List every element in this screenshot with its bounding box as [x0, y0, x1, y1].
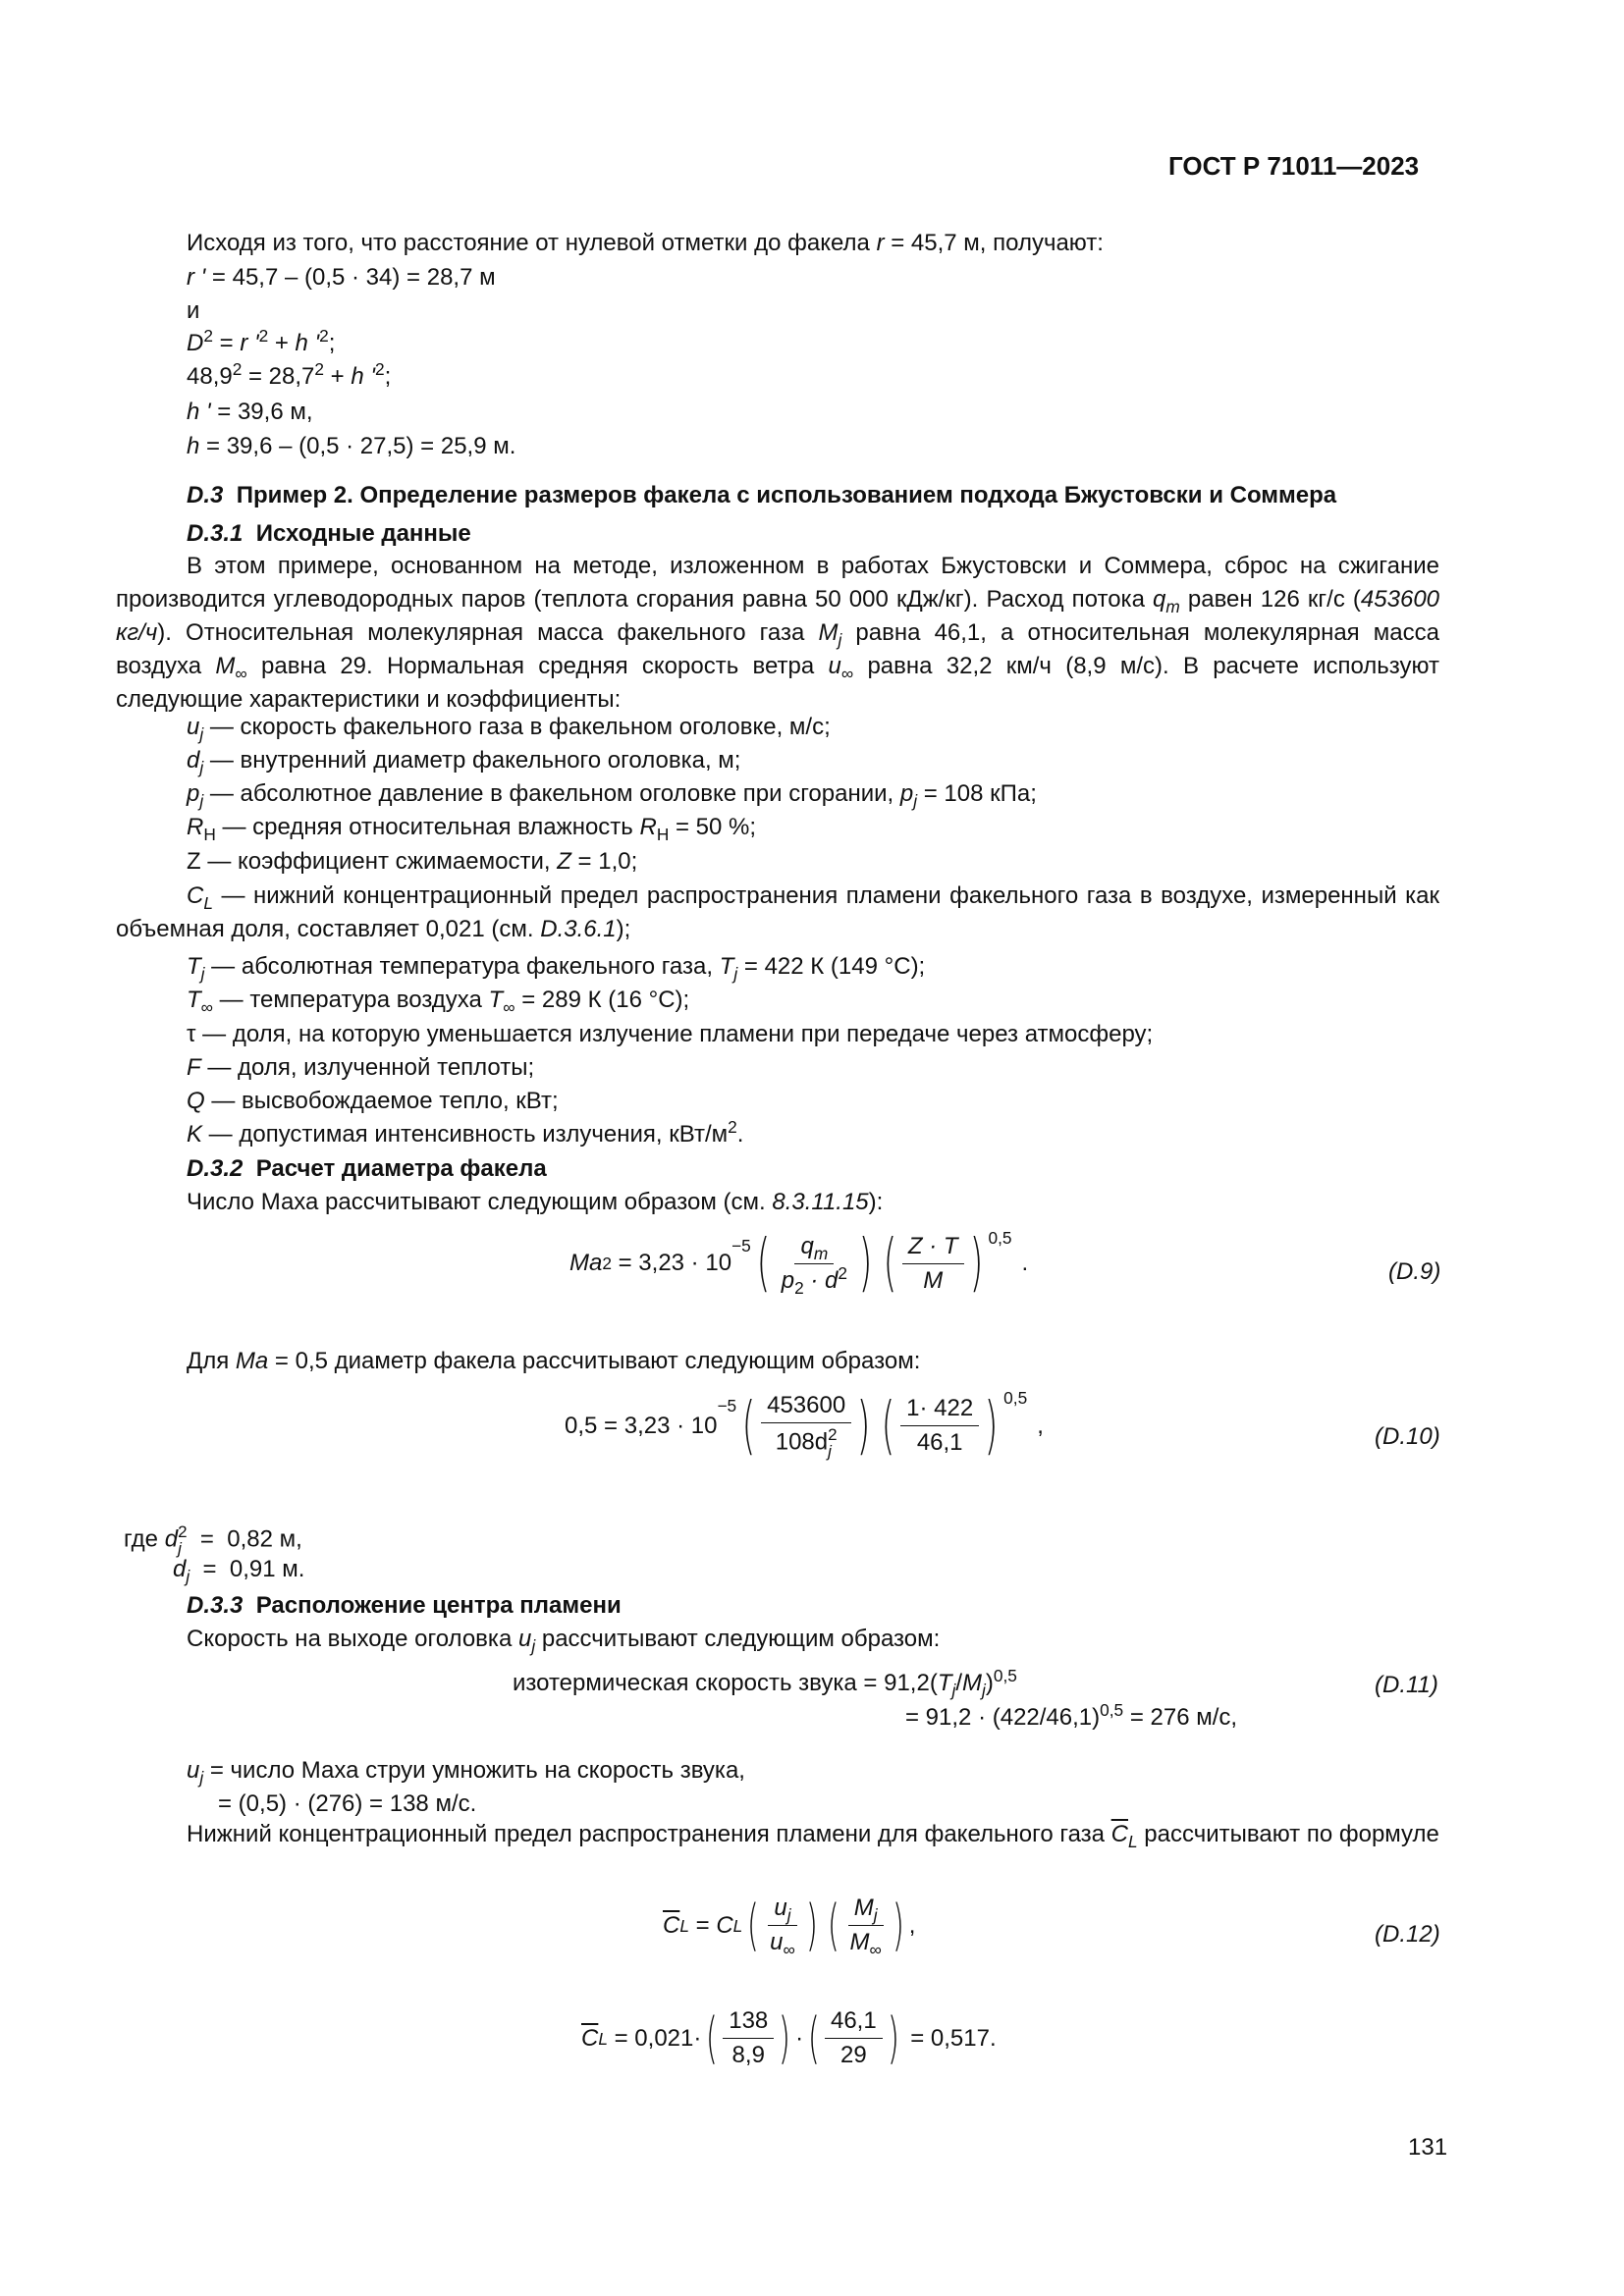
param-uj: $u_j$ — скорость факельного газа в факельном оголовке, м/с; [187, 714, 831, 744]
param-tau: τ — доля, на которую уменьшается излучение пламени при передаче через атмосферу; [187, 1021, 1154, 1047]
param-tinf: $T_\infty$ — температура воздуха $T_\infty = 289$ К (16 °С); [187, 987, 690, 1017]
equation-number: (D.11) [1375, 1672, 1438, 1698]
param-z: Z — коэффициент сжимаемости, Z = 1,0; [187, 848, 638, 875]
equation-d11-line1: изотермическая скорость звука = $91,2(T_j/M_j)^{0,5}$ [513, 1666, 1017, 1700]
subsection-heading: D.3.2 Расчет диаметра факела [187, 1155, 547, 1182]
equation-line: h ' = 39,6 м, [187, 399, 313, 425]
equation-d10: 0,5 = 3,23 · 10 −5 ( 453600 108d 2 j ) ( $\frac{1\cdot 422}{46,1}$ ) 0,5 , [565, 1388, 1044, 1463]
param-k: K — допустимая интенсивность излучения, кВт/$м^2$. [187, 1117, 744, 1148]
equation-line: $48,9^2 = 28,7^2 + h$ '$^2$; [187, 359, 392, 390]
equation-number: (D.12) [1375, 1921, 1440, 1948]
text-line: Число Маха рассчитывают следующим образом (см. 8.3.11.15): [187, 1189, 884, 1215]
text-line: = (0,5) · (276) = 138 м/с. [218, 1790, 477, 1817]
equation-d9: Ma 2 = 3,23 · 10 −5 ( $\frac{q_m}{p_2 \cdot d^2}$ ) ( $\frac{Z \cdot T}{M}$ ) 0,5 . [569, 1227, 1029, 1300]
intro-paragraph: В этом примере, основанном на методе, изложенном в работах Бжустовски и Соммера, сброс на сжигание производится углеводородных паров (теплота сгорания равна 50 000 кДж/кг). Расход потока $q_m$ равен 126 кг/с (453600 кг/ч). Относительная молекулярная масса факельного газа $M_j$ равна 46,1, а относительная молекулярная масса воздуха $M_\infty$ равна 29. Нормальная средняя скорость ветра $u_\infty$ равна 32,2 км/ч (8,9 м/с). В расчете используют следующие характеристики и коэффициенты: [116, 553, 1440, 713]
text-line: Для Ma = 0,5 диаметр факела рассчитывают следующим образом: [187, 1348, 921, 1374]
param-tj: $T_j$ — абсолютная температура факельного газа, $T_j = 422$ К (149 °С); [187, 953, 926, 984]
param-dj: $d_j$ — внутренний диаметр факельного оголовка, м; [187, 747, 741, 777]
text-line: $u_j$ = число Маха струи умножить на скорость звука, [187, 1757, 745, 1788]
equation-number: (D.10) [1375, 1423, 1440, 1450]
param-pj: $p_j$ — абсолютное давление в факельном оголовке при сгорании, $p_j = 108$ кПа; [187, 780, 1037, 811]
section-heading: D.3 Пример 2. Определение размеров факела с использованием подхода Бжустовски и Соммера [187, 482, 1337, 508]
subsection-heading: D.3.3 Расположение центра пламени [187, 1592, 622, 1619]
where-line-2: $d_j = 0,91$ м. [173, 1556, 305, 1586]
equation-d12: $\overline{C}$ L = C L ( $\frac{u_j}{u_\infty}$ ) ( $\frac{M_j}{M_\infty}$ ) , [663, 1893, 916, 1959]
equation-line: $D^2 = r$ '$^2 + h$ '$^2$; [187, 326, 336, 356]
text-line: и [187, 297, 200, 324]
page-number: 131 [1408, 2134, 1448, 2161]
where-line-1: где d 2 j = 0,82 м, [124, 1522, 302, 1558]
param-q: Q — высвобождаемое тепло, кВт; [187, 1088, 559, 1114]
equation-cl-result: $\overline{C}$ L = 0,021· ( $\frac{138}{8,9}$ ) · ( $\frac{46,1}{29}$ ) = 0,517. [581, 2005, 997, 2070]
text-line: Скорость на выходе оголовка $u_j$ рассчитывают следующим образом: [187, 1626, 941, 1656]
equation-line: h = 39,6 – (0,5 · 27,5) = 25,9 м. [187, 433, 516, 459]
equation-d11-line2: = $91,2 \cdot (422/46,1)^{0,5} = 276$ м/с, [905, 1700, 1238, 1731]
equation-line: r ' = 45,7 – (0,5 · 34) = 28,7 м [187, 264, 496, 291]
text-paragraph: Нижний концентрационный предел распространения пламени для факельного газа $\overline{C}_L$ рассчитывают по формуле [187, 1821, 1439, 1851]
equation-number: (D.9) [1388, 1258, 1441, 1285]
param-cl: $C_L$ — нижний концентрационный предел распространения пламени факельного газа в воздухе, измеренный как объемная доля, составляет 0,021 (см. D.3.6.1); [116, 882, 1439, 942]
document-id: ГОСТ Р 71011—2023 [1168, 151, 1420, 181]
param-f: F — доля, излученной теплоты; [187, 1054, 535, 1081]
subsection-heading: D.3.1 Исходные данные [187, 520, 471, 547]
param-rh: $R_H$ — средняя относительная влажность $R_H = 50$ %; [187, 814, 757, 844]
text-line: Исходя из того, что расстояние от нулевой отметки до факела r = 45,7 м, получают: [187, 230, 1104, 256]
